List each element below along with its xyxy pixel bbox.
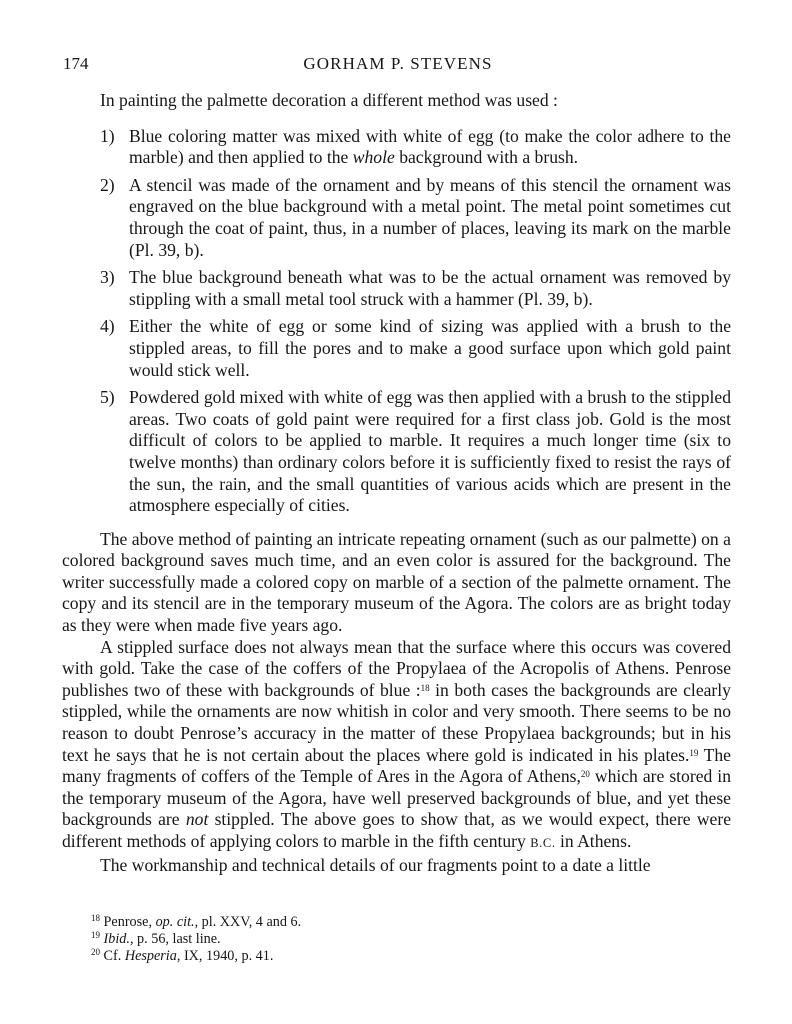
footnote [91,948,691,965]
step-number: 2) [100,174,115,195]
paragraph-text: A stippled surface does not always mean that the surface where this occurs was covered with gold. Take the case of the coffers of the Propylaea of the Acropolis of Athens. Penrose publishes two of these with backgrounds of blue : [62,636,731,700]
footnote-emphasis: op. cit. [155,914,195,930]
footnote-text: , p. 56, last line. [129,931,221,947]
step-number: 3) [100,267,115,288]
paragraph-text: in both cases the backgrounds are clearly stippled, while the ornaments are now whitish in color and very smooth. There seems to be no reason to doubt Penrose’s accuracy in the matter of these Propylaea backgrounds; but in his text he says that he is not certain about the places where gold is indicated in his plates. [62,679,731,765]
paragraph-workmanship: The workmanship and technical details of our fragments point to a date a little [100,854,651,875]
footnote-emphasis: Hesperia [124,948,177,964]
footnote-ref-18[interactable]: 18 [420,682,430,693]
method-step [100,175,731,261]
intro-paragraph: In painting the palmette decoration a different method was used : [100,90,558,110]
paragraph-text: The many fragments of coffers of the Temple of Ares in the Agora of Athens, [62,744,731,787]
paragraph-text: in Athens. [559,831,632,851]
footnotes [91,914,691,965]
footnote-text: Penrose, [103,914,153,930]
method-step [100,126,731,169]
step-text: The blue background beneath what was to be the actual ornament was removed by stippling with a small metal tool struck with a hammer (Pl. 39, b). [129,267,731,309]
footnote-number: 18 [91,913,100,923]
footnote-number: 20 [91,947,100,957]
running-head: GORHAM P. STEVENS [303,54,493,73]
footnote-ref-19[interactable]: 19 [689,747,699,758]
method-step [100,387,731,517]
step-text: Either the white of egg or some kind of sizing was applied with a brush to the stippled areas, to fill the pores and to make a good surface upon which gold paint would stick well. [129,316,731,380]
step-text: A stencil was made of the ornament and by means of this stencil the ornament was engraved on the blue background with a metal point. The metal point sometimes cut through the coat of paint, thus, in a number of places, leaving its mark on the marble (Pl. 39, b). [129,174,731,260]
method-step [100,267,731,310]
paragraph-text: stippled. The above goes to show that, as we would expect, there were different methods of applying colors to marble in the fifth century [62,809,732,851]
page-number: 174 [63,54,89,73]
step-text: background with a brush. [399,147,579,168]
footnote-text: , IX, 1940, p. 41. [176,948,274,964]
footnote-number: 19 [91,930,100,940]
method-steps-list [100,126,731,517]
step-emphasis: whole [352,147,395,168]
step-number: 4) [100,316,115,337]
footnote [91,914,691,931]
step-number: 5) [100,387,115,408]
footnote [91,931,691,948]
page-header [63,54,733,78]
footnote-ref-20[interactable]: 20 [580,769,590,780]
step-text: Blue coloring matter was mixed with white of egg (to make the color adhere to the marble) and then applied to the [129,125,731,168]
footnote-text: Cf. [103,948,122,964]
footnote-text: , pl. XXV, 4 and 6. [194,914,302,930]
paragraph-stippled-surface [62,637,731,855]
method-step [100,316,731,381]
paragraph-painting-method: The above method of painting an intricate repeating ornament (such as our palmette) on a colored background saves much time, and an even color is assured for the background. The writer successfully made a colored copy on marble of a section of the palmette ornament. The copy and its stencil are in the temporary museum of the Agora. The colors are as bright today as they were when made five years ago. [62,528,731,636]
body-text [62,90,732,876]
step-number: 1) [100,125,115,146]
paragraph-emphasis: not [185,809,209,830]
paragraph-text: which are stored in the temporary museum of the Agora, have well preserved backgrounds of blue, and yet these backgrounds are [62,766,731,830]
step-text: Powdered gold mixed with white of egg was then applied with a brush to the stippled areas. Two coats of gold paint were required for a first class job. Gold is the most difficult of colors to be applied to marble. It requires a much longer time (six to twelve months) than ordinary colors before it is sufficiently fixed to resist the rays of the sun, the rain, and the small quantities of various acids which are present in the atmosphere especially of cities. [129,387,731,516]
era-abbreviation: B.C. [530,836,556,850]
footnote-emphasis: Ibid. [103,931,130,947]
